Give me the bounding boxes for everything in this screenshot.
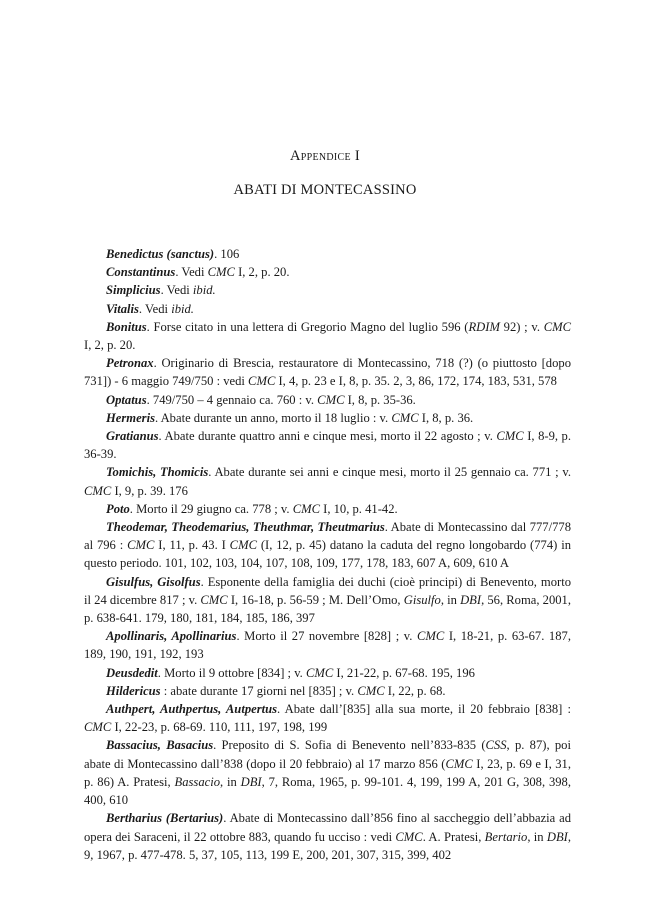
abbot-entry <box>84 409 571 427</box>
entry-text: , in <box>440 592 461 607</box>
abbot-entry <box>84 300 571 318</box>
abbot-entry <box>84 736 571 809</box>
abbot-entry <box>84 664 571 682</box>
abbot-entry <box>84 245 571 263</box>
entry-text: . Abate durante un anno, morto il 18 luglio : v. <box>154 410 392 425</box>
abbot-entry <box>84 500 571 518</box>
abbot-entry <box>84 809 571 864</box>
entry-text: . Esponente della famiglia dei duchi (cioè principi) di Benevento, morto il 24 dicembre 817 ; v. <box>84 574 571 607</box>
italic-reference: CMC <box>391 410 419 425</box>
entry-text: . Abate durante quattro anni e cinque mesi, morto il 22 agosto ; v. <box>158 429 497 444</box>
entry-text: I, 11, p. 43. I <box>154 538 230 553</box>
abbot-entry <box>84 281 571 299</box>
abbot-name: Bertharius (Bertarius) <box>106 811 224 826</box>
italic-reference: CMC <box>84 720 112 735</box>
abbot-name: Optatus <box>106 392 147 407</box>
entry-text: , 56, Roma, 2001, p. 638-641. 179, 180, 181, 184, 185, 186, 397 <box>84 592 571 626</box>
abbot-entry <box>84 463 571 499</box>
abbot-entry <box>84 573 571 628</box>
italic-reference: Bassacio <box>174 774 221 789</box>
entry-text: . Vedi <box>160 283 193 298</box>
italic-reference: CMC <box>127 538 155 553</box>
entry-text: I, 8, p. 36. <box>418 410 474 425</box>
entry-text: I, 18-21, p. 63-67. 187, 189, 190, 191, 192, 193 <box>84 629 571 662</box>
entry-text: . Abate di Montecassino dall’856 fino al saccheggio dell’abbazia ad opera dei Saraceni, il 22 ottobre 883, quando fu ucciso : vedi <box>84 811 571 844</box>
italic-reference: CMC <box>84 483 112 498</box>
abbot-entry <box>84 427 571 463</box>
entry-text: I, 8, p. 35-36. <box>344 392 416 407</box>
italic-reference: CMC <box>248 374 276 389</box>
abbot-list <box>84 245 571 864</box>
abbot-name: Gratianus <box>106 429 159 444</box>
italic-reference: CMC <box>305 665 334 680</box>
entry-text: , 7, Roma, 1965, p. 99-101. 4, 199, 199 A, 201 G, 308, 398, 400, 610 <box>84 774 571 808</box>
italic-reference: CSS <box>485 738 507 753</box>
abbot-name: Poto <box>106 501 130 516</box>
italic-reference: CMC <box>543 319 571 334</box>
italic-reference: CMC <box>357 683 385 698</box>
entry-text: 92) ; v. <box>499 319 544 334</box>
abbot-name: Simplicius <box>106 283 161 298</box>
abbot-name: Benedictus (sanctus) <box>106 247 215 261</box>
entry-text: . Vedi <box>138 301 172 316</box>
abbot-entry <box>84 518 571 573</box>
abbot-name: Deusdedit <box>106 665 158 680</box>
abbot-entry <box>84 318 571 354</box>
abbot-name: Bonitus <box>106 319 147 334</box>
entry-text: I, 23, p. 69 e I, 31, p. 86) A. Pratesi, <box>84 756 572 789</box>
entry-text: . Preposito di S. Sofia di Benevento nell’833-835 ( <box>213 738 486 753</box>
abbot-name: Bassacius, Basacius <box>106 738 214 753</box>
abbot-name: Petronax <box>106 356 154 371</box>
italic-reference: CMC <box>200 592 228 607</box>
entry-text: I, 8-9, p. 36-39. <box>84 429 571 462</box>
italic-reference: DBI <box>460 592 482 607</box>
italic-reference: CMC <box>229 538 257 553</box>
entry-text: . Originario di Brescia, restauratore di Montecassino, 718 (?) (o piuttosto [dopo 731]) - 6 maggio 749/750 : vedi <box>84 356 571 389</box>
italic-reference: DBI <box>546 829 568 844</box>
entry-text: . Abate dall’[835] alla sua morte, il 20 febbraio [838] : <box>277 702 571 717</box>
italic-reference: ibid. <box>192 283 216 298</box>
italic-reference: CMC <box>496 429 524 444</box>
italic-reference: Gisulfo <box>403 592 441 607</box>
abbot-name: Authpert, Authpertus, Autpertus <box>106 702 278 717</box>
entry-text: , p. 87), poi abate di Montecassino dall’838 (dopo il 20 febbraio) al 17 marzo 856 ( <box>84 738 571 771</box>
italic-reference: Bertario <box>484 829 528 844</box>
page-title: ABATI DI MONTECASSINO <box>233 182 417 198</box>
entry-text: I, 2, p. 20. <box>234 265 290 280</box>
entry-text: I, 21-22, p. 67-68. 195, 196 <box>333 665 475 680</box>
appendix-label: Appendice I <box>289 148 360 164</box>
italic-reference: CMC <box>395 829 423 844</box>
italic-reference: CMC <box>445 756 473 771</box>
italic-reference: ibid. <box>171 301 194 316</box>
entry-text: . Vedi <box>175 265 208 280</box>
abbot-entry <box>84 263 571 281</box>
entry-text: I, 16-18, p. 56-59 ; M. Dell’Omo, <box>227 592 404 607</box>
entry-text: (I, 12, p. 45) datano la caduta del regno longobardo (774) in questo periodo. 101, 102, 103, 104, 107, 108, 109, 177, 178, 183, 607 A, 609, 610 A <box>84 538 571 571</box>
entry-text: I, 10, p. 41-42. <box>319 501 398 516</box>
italic-reference: CMC <box>207 265 235 280</box>
abbot-name: Hermeris <box>106 410 155 425</box>
abbot-name: Gisulfus, Gisolfus <box>106 574 201 589</box>
entry-text: . Abate durante sei anni e cinque mesi, morto il 25 gennaio ca. 771 ; v. <box>208 465 571 480</box>
abbot-name: Tomichis, Thomicis <box>106 465 209 480</box>
italic-reference: CMC <box>292 501 320 516</box>
entry-text: . Morto il 29 giugno ca. 778 ; v. <box>129 501 293 516</box>
abbot-name: Hildericus <box>106 683 161 698</box>
entry-text: . Morto il 27 novembre [828] ; v. <box>236 629 417 644</box>
italic-reference: RDIM <box>468 319 500 334</box>
abbot-entry <box>84 354 571 390</box>
entry-text: I, 2, p. 20. <box>84 338 136 353</box>
abbot-name: Theodemar, Theodemarius, Theuthmar, Theutmarius <box>106 520 385 535</box>
entry-text: . 106 <box>214 247 240 261</box>
entry-text: . Abate di Montecassino dal 777/778 al 796 : <box>84 520 571 553</box>
italic-reference: DBI <box>240 774 262 789</box>
entry-text: I, 22-23, p. 68-69. 110, 111, 197, 198, 199 <box>111 720 328 735</box>
abbot-name: Vitalis <box>106 301 139 316</box>
entry-text: , 9, 1967, p. 477-478. 5, 37, 105, 113, 199 E, 200, 201, 307, 315, 399, 402 <box>84 829 571 862</box>
entry-text: . Forse citato in una lettera di Gregorio Magno del luglio 596 ( <box>146 319 469 334</box>
italic-reference: CMC <box>416 629 445 644</box>
entry-text: . Morto il 9 ottobre [834] ; v. <box>157 665 306 680</box>
entry-text: , in <box>220 774 241 789</box>
entry-text: . A. Pratesi, <box>422 829 485 844</box>
entry-text: . 749/750 – 4 gennaio ca. 760 : v. <box>146 392 318 407</box>
abbot-entry <box>84 391 571 409</box>
entry-text: , in <box>527 829 547 844</box>
abbot-entry <box>84 627 571 663</box>
abbot-entry <box>84 700 571 736</box>
entry-text: I, 9, p. 39. 176 <box>111 483 188 498</box>
entry-text: I, 4, p. 23 e I, 8, p. 35. 2, 3, 86, 172, 174, 183, 531, 578 <box>275 374 557 389</box>
abbot-name: Constantinus <box>106 265 176 280</box>
abbot-name: Apollinaris, Apollinarius <box>106 629 237 644</box>
entry-text: : abate durante 17 giorni nel [835] ; v. <box>160 683 358 698</box>
entry-text: I, 22, p. 68. <box>384 683 446 698</box>
abbot-entry <box>84 682 571 700</box>
italic-reference: CMC <box>317 392 345 407</box>
